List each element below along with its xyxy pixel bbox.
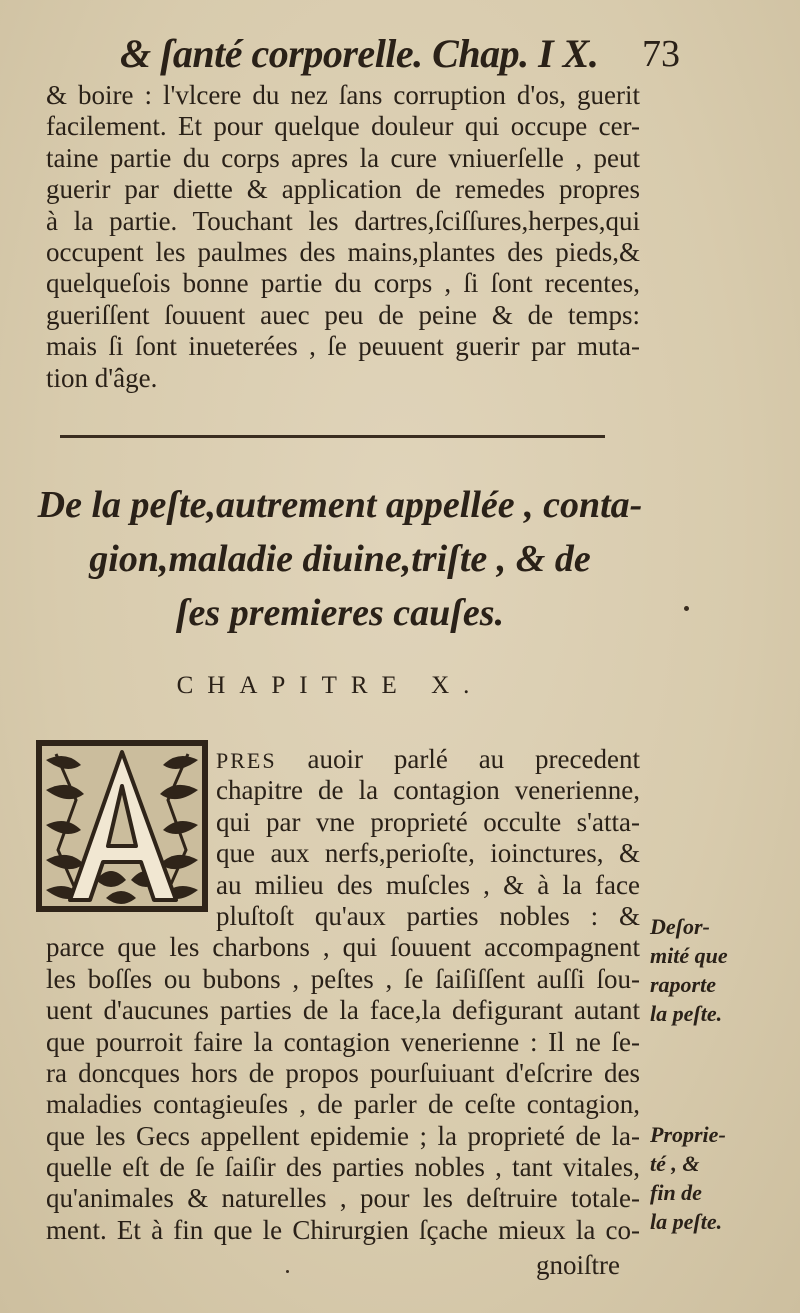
indented-lines: [46, 744, 640, 932]
main-paragraph: [46, 744, 640, 1246]
heading-line: ſes premieres cauſes.: [175, 592, 505, 634]
margin-note-line: raporte: [650, 972, 716, 997]
text-line: les boſſes ou bubons , peſtes , ſe ſaiſiſſent auſſi ſou-: [46, 963, 640, 994]
text-line: ment. Et à fin que le Chirurgien ſçache mieux la co-: [46, 1214, 640, 1245]
text-line: maladies contagieuſes , de parler de ceſte contagion,: [46, 1089, 640, 1120]
margin-note-line: té , &: [650, 1151, 700, 1176]
text-line: tion d'âge.: [46, 362, 158, 393]
margin-note-line: mité que: [650, 943, 728, 968]
text-line: que pourroit faire la contagion venerienne : Il ne ſe-: [46, 1026, 640, 1057]
top-paragraph: [46, 80, 640, 394]
text-line: que aux nerfs,perioſte, ioinctures, &: [216, 838, 640, 869]
text-line: pluſtoſt qu'aux parties nobles : &: [216, 900, 640, 931]
text-line: taine partie du corps apres la cure vniuerſelle , peut: [46, 142, 640, 173]
page-number: 73: [642, 33, 680, 75]
section-divider-rule: [60, 435, 605, 438]
text-line: guerir par diette & application de remedes propres: [46, 174, 640, 205]
text-line: chapitre de la contagion venerienne,: [216, 775, 640, 806]
text-line: facilement. Et pour quelque douleur qui occupe cer-: [46, 111, 640, 142]
text-line: quelqueſois bonne partie du corps , ſi ſont recentes,: [46, 268, 640, 299]
text-line: ra doncques hors de propos pourſuiuant d'eſcrire des: [46, 1057, 640, 1088]
text-line: quelle eſt de ſe ſaiſir des parties nobles , tant vitales,: [46, 1152, 640, 1183]
text-line: qui par vne proprieté occulte s'atta-: [216, 806, 640, 837]
text-line: [216, 744, 640, 775]
running-head: [120, 30, 680, 80]
margin-note-line: la peſte.: [650, 1001, 723, 1026]
text-line: à la partie. Touchant les dartres,ſciſſures,herpes,qui: [46, 205, 640, 236]
margin-note-line: Proprie-: [650, 1122, 726, 1147]
margin-note-line: la peſte.: [650, 1209, 723, 1234]
text-lead-smallcaps: PRES: [216, 748, 277, 773]
text-line: qu'animales & naturelles , pour les deſtruire totale-: [46, 1183, 640, 1214]
text-line: parce que les charbons , qui ſouuent accompagnent: [46, 932, 640, 963]
margin-note-deformity: [650, 912, 760, 1028]
heading-line: gion,maladie diuine,triſte , & de: [89, 538, 591, 580]
running-head-title: & ſanté corporelle. Chap. I X.: [120, 31, 599, 76]
text-line: gueriſſent ſouuent auec peu de peine & de temps:: [46, 299, 640, 330]
text-line-rest: auoir parlé au precedent: [276, 744, 640, 774]
text-line: & boire : l'vlcere du nez ſans corruption d'os, guerit: [46, 80, 640, 110]
text-line: au milieu des muſcles , & à la face: [216, 869, 640, 900]
heading-line: De la peſte,autrement appellée , conta-: [37, 484, 643, 526]
margin-note-line: fin de: [650, 1180, 702, 1205]
text-line: uent d'aucunes parties de la face,la defigurant autant: [46, 995, 640, 1026]
margin-note-line: Deſor-: [650, 914, 710, 939]
text-line: que les Gecs appellent epidemie ; la proprieté de la-: [46, 1120, 640, 1151]
paper-speck: [684, 606, 689, 611]
margin-note-property: [650, 1120, 760, 1236]
chapter-label: CHAPITRE X.: [176, 672, 484, 699]
catchword: gnoiſtre: [536, 1250, 620, 1280]
paper-speck: [286, 1270, 289, 1273]
text-line: occupent les paulmes des mains,plantes des pieds,&: [46, 236, 640, 267]
text-line: mais ſi ſont inueterées , ſe peuuent guerir par muta-: [46, 331, 640, 362]
chapter-heading: [20, 478, 660, 640]
